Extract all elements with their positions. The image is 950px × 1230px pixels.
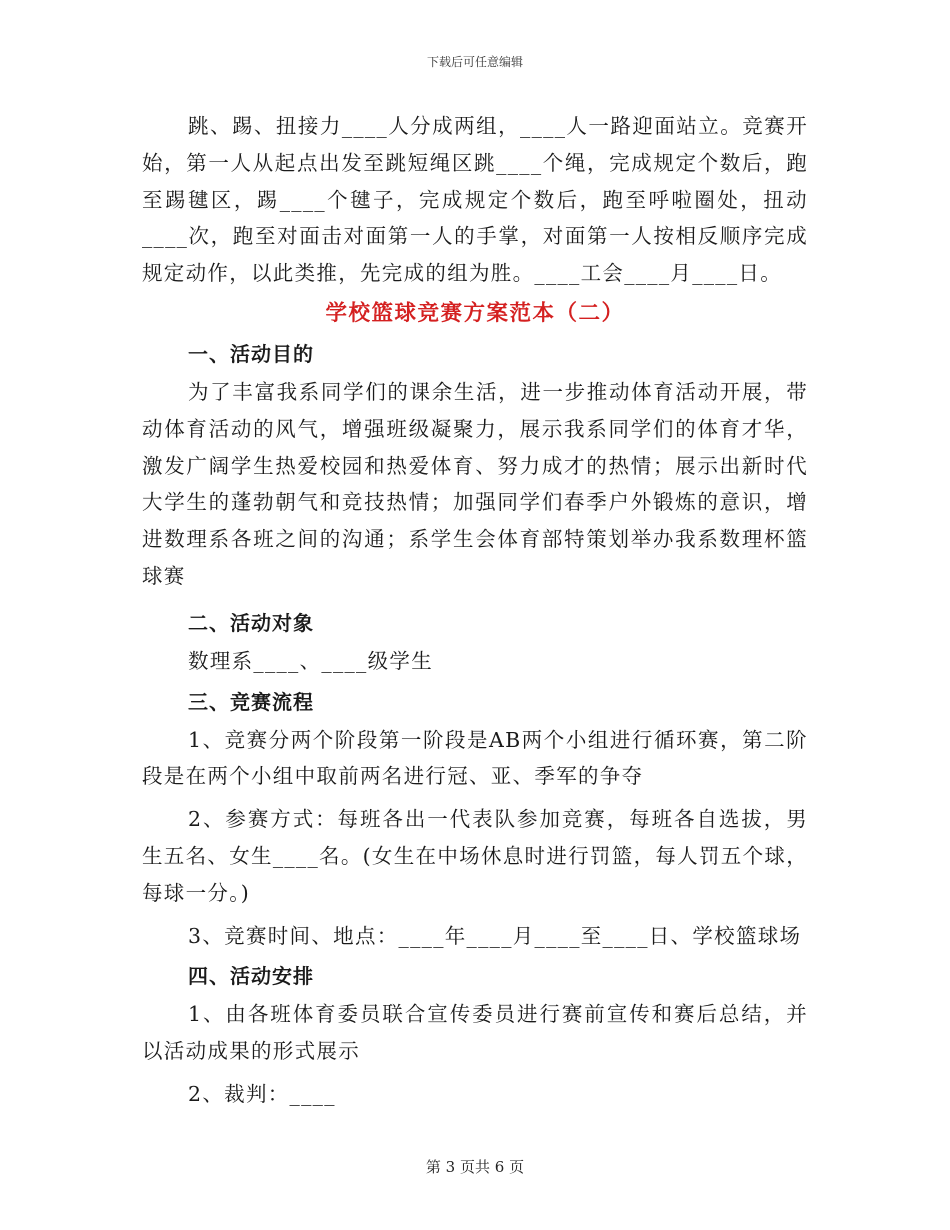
document-body [142, 108, 808, 1113]
page-footer: 第 3 页共 6 页 [425, 1158, 525, 1176]
intro-paragraph: 跳、踢、扭接力____人分成两组，____人一路迎面站立。竞赛开始，第一人从起点出发至跳短绳区跳____个绳，完成规定个数后，跑至踢毽区，踢____个毽子，完成规定个数后，跑至呼啦圈处，扭动____次，跑至对面击对面第一人的手掌，对面第一人按相反顺序完成规定动作，以此类推，先完成的组为胜。____工会____月____日。 [142, 114, 808, 286]
arrangement-paragraph-1: 1、由各班体育委员联合宣传委员进行赛前宣传和赛后总结，并以活动成果的形式展示 [142, 1002, 808, 1064]
section-heading-process: 三、竞赛流程 [188, 689, 314, 714]
purpose-paragraph: 为了丰富我系同学们的课余生活，进一步推动体育活动开展，带动体育活动的风气，增强班级凝聚力，展示我系同学们的体育才华，激发广阔学生热爱校园和热爱体育、努力成才的热情；展示出新时代大学生的蓬勃朝气和竞技热情；加强同学们春季户外锻炼的意识，增进数理系各班之间的沟通；系学生会体育部特策划举办我系数理杯篮球赛 [142, 379, 808, 588]
page-header: 下载后可任意编辑 [426, 55, 523, 69]
target-paragraph: 数理系____、____级学生 [188, 648, 433, 673]
process-paragraph-1: 1、竞赛分两个阶段第一阶段是AB两个小组进行循环赛，第二阶段是在两个小组中取前两名进行冠、亚、季军的争夺 [142, 727, 808, 789]
section-heading-target: 二、活动对象 [188, 610, 314, 635]
section-heading-purpose: 一、活动目的 [188, 341, 314, 366]
document-title: 学校篮球竞赛方案范本（二） [325, 300, 625, 326]
arrangement-paragraph-2: 2、裁判：____ [188, 1081, 336, 1106]
process-paragraph-2: 2、参赛方式：每班各出一代表队参加竞赛，每班各自选拔，男生五名、女生____名。(女生在中场休息时进行罚篮，每人罚五个球，每球一分。) [142, 807, 808, 905]
process-paragraph-3: 3、竞赛时间、地点：____年____月____至____日、学校篮球场 [188, 923, 802, 948]
section-heading-arrangement: 四、活动安排 [188, 964, 314, 989]
